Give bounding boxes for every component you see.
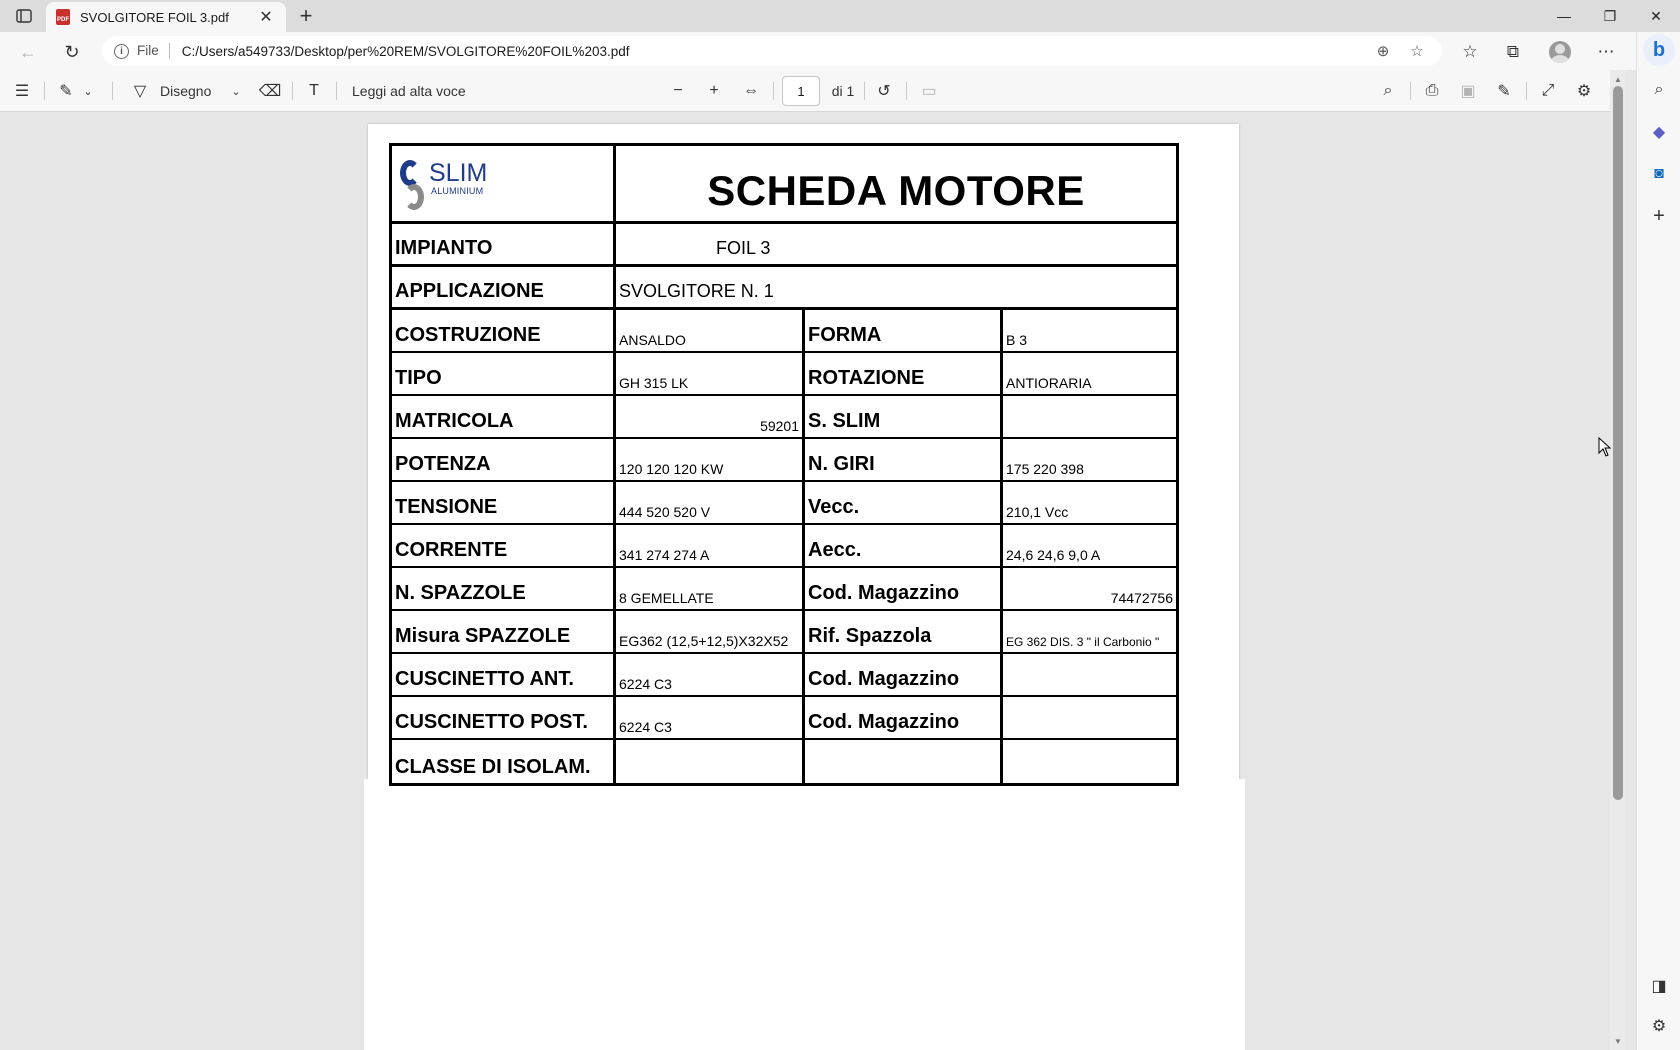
draw-chevron-down-icon[interactable]: ⌄ <box>231 85 241 98</box>
eraser-icon[interactable]: ⌫ <box>258 83 282 100</box>
sidebar-settings-icon[interactable]: ⚙ <box>1651 1018 1667 1035</box>
field-value: 24,6 24,6 9,0 A <box>1006 547 1101 563</box>
motor-sheet-table <box>389 143 1179 786</box>
zoom-in-icon[interactable]: + <box>709 82 719 99</box>
fullscreen-icon[interactable]: ⤢ <box>1541 82 1555 99</box>
impianto-row <box>392 224 1176 267</box>
divider <box>112 82 113 100</box>
tab-actions-button[interactable] <box>8 4 40 28</box>
slim-logo <box>392 146 616 221</box>
field-label: MATRICOLA <box>392 396 616 437</box>
page-view-icon[interactable]: ▭ <box>921 83 937 100</box>
field-value: 175 220 398 <box>1006 461 1084 477</box>
field-label <box>805 740 1003 783</box>
logo-text: SLIM <box>429 159 488 187</box>
field-label: TIPO <box>392 353 616 394</box>
field-value: EG 362 DIS. 3 " il Carbonio " <box>1006 635 1160 649</box>
field-value: 8 GEMELLATE <box>616 568 805 609</box>
field-value: 210,1 Vcc <box>1006 504 1069 520</box>
info-icon[interactable]: i <box>114 44 129 59</box>
settings-menu-button[interactable]: ⋯ <box>1597 42 1615 61</box>
fit-to-width-icon[interactable]: ⇔ <box>743 82 759 99</box>
pdf-page-lower <box>364 779 1245 1050</box>
field-value: EG362 (12,5+12,5)X32X52 <box>616 611 805 652</box>
field-label: Misura SPAZZOLE <box>392 611 616 652</box>
page-total-label: di 1 <box>831 83 855 99</box>
tab-title: SVOLGITORE FOIL 3.pdf <box>80 9 229 25</box>
table-row <box>392 310 1176 353</box>
field-label: Rif. Spazzola <box>805 611 1003 652</box>
vertical-scrollbar[interactable] <box>1610 70 1626 1050</box>
zoom-out-icon[interactable]: − <box>673 82 683 99</box>
highlight-chevron-down-icon[interactable]: ⌄ <box>83 85 93 98</box>
search-icon[interactable]: ⌕ <box>1654 81 1664 98</box>
field-label: CLASSE DI ISOLAM. <box>392 740 616 783</box>
field-value: 74472756 <box>1110 590 1173 606</box>
bing-copilot-button[interactable]: b <box>1643 34 1675 66</box>
field-label: ROTAZIONE <box>805 353 1003 394</box>
field-value: 6224 C3 <box>616 697 805 738</box>
field-label: S. SLIM <box>805 396 1003 437</box>
field-value <box>1003 740 1176 783</box>
new-tab-button[interactable]: + <box>299 3 313 28</box>
restore-button[interactable]: ❐ <box>1603 7 1617 24</box>
field-label: Cod. Magazzino <box>805 654 1003 695</box>
divider <box>44 82 45 100</box>
table-row <box>392 353 1176 396</box>
field-value: 120 120 120 KW <box>616 439 805 480</box>
table-row <box>392 568 1176 611</box>
field-value <box>1003 654 1176 695</box>
add-text-icon[interactable]: T <box>309 82 319 99</box>
divider <box>864 82 865 100</box>
field-value: B 3 <box>1006 332 1028 348</box>
highlight-icon[interactable]: ✎ <box>59 83 73 100</box>
zoom-icon[interactable]: ⊕ <box>1376 43 1390 60</box>
outlook-icon[interactable]: ◙ <box>1654 165 1664 182</box>
field-label: Vecc. <box>805 482 1003 523</box>
favorites-button[interactable]: ☆ <box>1462 42 1478 61</box>
draw-button[interactable]: Disegno <box>160 83 212 99</box>
field-value: FOIL 3 <box>716 238 771 258</box>
draw-icon[interactable]: ▽ <box>133 83 147 100</box>
refresh-button[interactable]: ↻ <box>64 41 80 62</box>
collections-button[interactable]: ⧉ <box>1506 42 1520 61</box>
field-value: ANTIORARIA <box>1006 375 1092 391</box>
table-row <box>392 611 1176 654</box>
table-row <box>392 525 1176 568</box>
slim-logo-mark <box>398 160 422 212</box>
pdf-file-icon: PDF <box>56 9 70 25</box>
scheme-label: File <box>137 43 170 59</box>
field-label: CUSCINETTO ANT. <box>392 654 616 695</box>
close-window-button[interactable]: ✕ <box>1650 7 1662 24</box>
field-value <box>1003 697 1176 738</box>
field-value: 444 520 520 V <box>616 482 805 523</box>
table-row <box>392 396 1176 439</box>
address-toolbar <box>0 32 1680 70</box>
field-label: FORMA <box>805 310 1003 351</box>
field-label: Cod. Magazzino <box>805 568 1003 609</box>
scroll-up-icon[interactable]: ▲ <box>1614 74 1622 84</box>
tab-strip <box>0 0 1680 32</box>
divider <box>906 82 907 100</box>
logo-subtitle: ALUMINIUM <box>431 186 484 196</box>
field-label: TENSIONE <box>392 482 616 523</box>
hide-sidebar-icon[interactable]: ◨ <box>1651 978 1667 995</box>
minimize-button[interactable]: — <box>1557 8 1571 24</box>
table-row <box>392 740 1176 783</box>
divider <box>1410 82 1411 100</box>
address-bar[interactable] <box>102 36 1442 66</box>
search-icon[interactable]: ⌕ <box>1383 82 1393 99</box>
field-label: CUSCINETTO POST. <box>392 697 616 738</box>
add-sidebar-app-icon[interactable]: + <box>1653 204 1665 227</box>
table-row <box>392 439 1176 482</box>
sheet-header <box>392 146 1176 224</box>
tab-actions-icon <box>16 9 32 23</box>
sheet-title: SCHEDA MOTORE <box>707 167 1085 214</box>
pdf-toolbar <box>0 70 1616 112</box>
divider <box>292 82 293 100</box>
tools-icon[interactable]: ◆ <box>1652 124 1666 141</box>
settings-icon[interactable]: ⚙ <box>1576 83 1592 100</box>
mouse-cursor-icon <box>1598 437 1612 457</box>
close-tab-icon[interactable]: ✕ <box>259 9 273 26</box>
field-label: Cod. Magazzino <box>805 697 1003 738</box>
divider <box>336 82 337 100</box>
add-favorite-icon[interactable]: ☆ <box>1410 43 1424 60</box>
field-label: N. GIRI <box>805 439 1003 480</box>
field-label: IMPIANTO <box>392 224 616 264</box>
browser-tab[interactable] <box>46 2 286 32</box>
url-text[interactable]: C:/Users/a549733/Desktop/per%20REM/SVOLGITORE%20FOIL%203.pdf <box>181 43 630 59</box>
field-value: 59201 <box>616 396 805 437</box>
save-as-icon[interactable]: ✎ <box>1497 83 1511 100</box>
field-label: N. SPAZZOLE <box>392 568 616 609</box>
field-value <box>1003 396 1176 437</box>
applicazione-row <box>392 267 1176 310</box>
field-value: 6224 C3 <box>616 654 805 695</box>
rotate-icon[interactable]: ↺ <box>877 83 891 100</box>
field-label: APPLICAZIONE <box>392 267 616 307</box>
divider <box>773 82 774 100</box>
field-label: CORRENTE <box>392 525 616 566</box>
divider <box>1526 82 1527 100</box>
field-value: SVOLGITORE N. 1 <box>619 281 774 301</box>
edge-sidebar <box>1636 32 1680 1050</box>
field-value <box>616 740 805 783</box>
contents-list-icon[interactable]: ☰ <box>14 83 30 100</box>
field-label: COSTRUZIONE <box>392 310 616 351</box>
field-label: Aecc. <box>805 525 1003 566</box>
field-label: POTENZA <box>392 439 616 480</box>
scroll-down-icon[interactable]: ▼ <box>1614 1036 1622 1046</box>
back-button[interactable]: ← <box>19 41 37 62</box>
field-value: 341 274 274 A <box>616 525 805 566</box>
page-number-input[interactable]: 1 <box>782 76 820 106</box>
profile-button[interactable] <box>1545 38 1575 66</box>
pdf-viewer[interactable] <box>0 113 1610 1050</box>
read-aloud-button[interactable]: Leggi ad alta voce <box>352 83 466 99</box>
avatar <box>1549 41 1571 63</box>
table-row <box>392 654 1176 697</box>
table-row <box>392 697 1176 740</box>
field-value: GH 315 LK <box>616 353 805 394</box>
scrollbar-thumb[interactable] <box>1613 86 1623 800</box>
field-value: ANSALDO <box>616 310 805 351</box>
print-icon[interactable]: ⎙ <box>1425 82 1439 99</box>
save-icon[interactable]: ▣ <box>1460 83 1476 100</box>
table-row <box>392 482 1176 525</box>
